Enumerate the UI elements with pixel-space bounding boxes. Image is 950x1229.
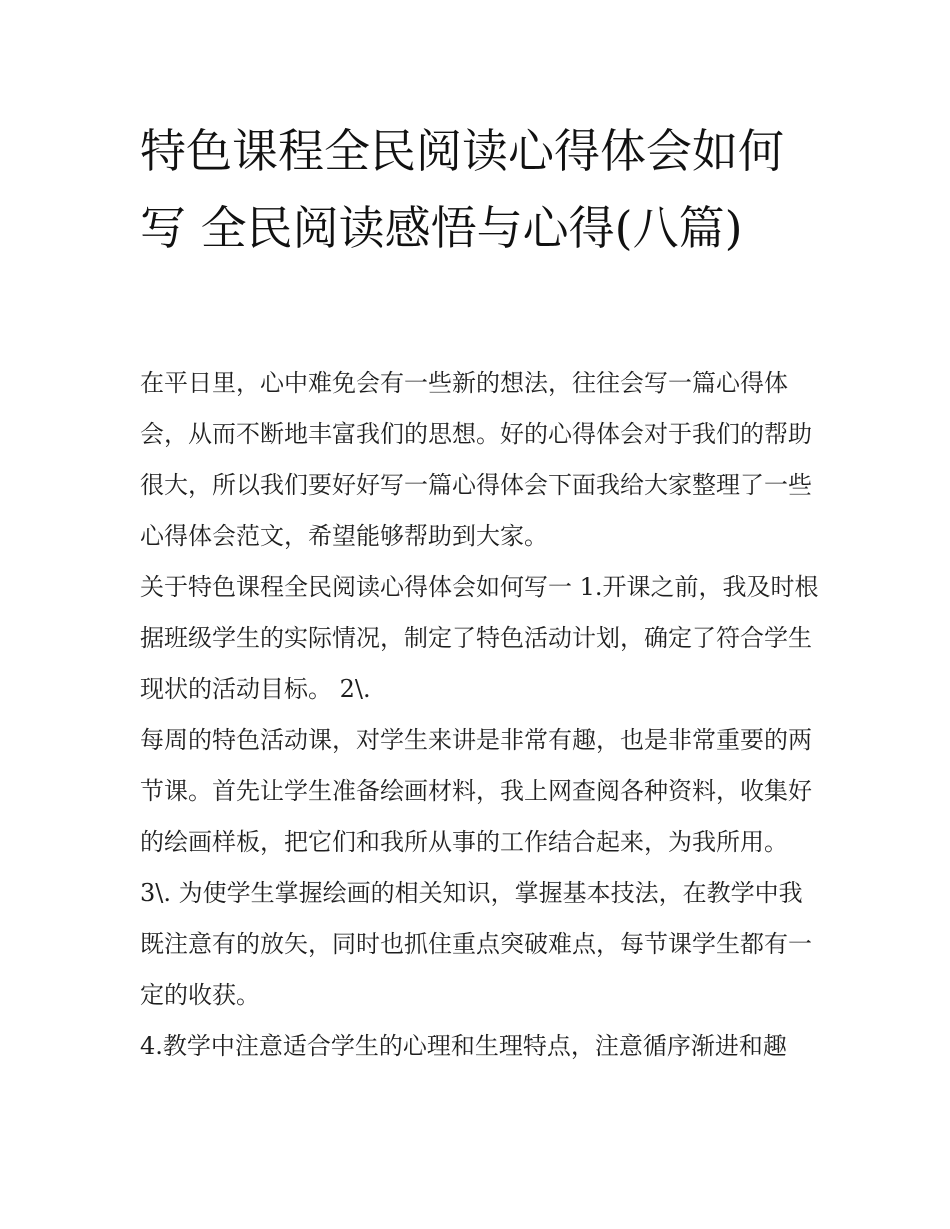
document-title: 特色课程全民阅读心得体会如何写 全民阅读感悟与心得(八篇) xyxy=(140,124,784,255)
paragraph-weekly-class: 每周的特色活动课，对学生来讲是非常有趣，也是非常重要的两节课。首先让学生准备绘画材料，我上网查阅各种资料，收集好的绘画样板，把它们和我所从事的工作结合起来，为我所用。 xyxy=(140,726,812,856)
paragraph-point-four: 4.教学中注意适合学生的心理和生理特点，注意循序渐进和趣 xyxy=(140,1032,787,1060)
paragraph-point-three: 3\. 为使学生掌握绘画的相关知识，掌握基本技法，在教学中我既注意有的放矢，同时也抓住重点突破难点，每节课学生都有一定的收获。 xyxy=(140,879,812,1009)
paragraph-section-one: 关于特色课程全民阅读心得体会如何写一 1.开课之前，我及时根据班级学生的实际情况，制定了特色活动计划，确定了符合学生现状的活动目标。 2\. xyxy=(140,573,819,703)
document-body xyxy=(140,358,820,1072)
paragraph-intro: 在平日里，心中难免会有一些新的想法，往往会写一篇心得体会，从而不断地丰富我们的思想。好的心得体会对于我们的帮助很大，所以我们要好好写一篇心得体会下面我给大家整理了一些心得体会范文，希望能够帮助到大家。 xyxy=(140,369,812,550)
